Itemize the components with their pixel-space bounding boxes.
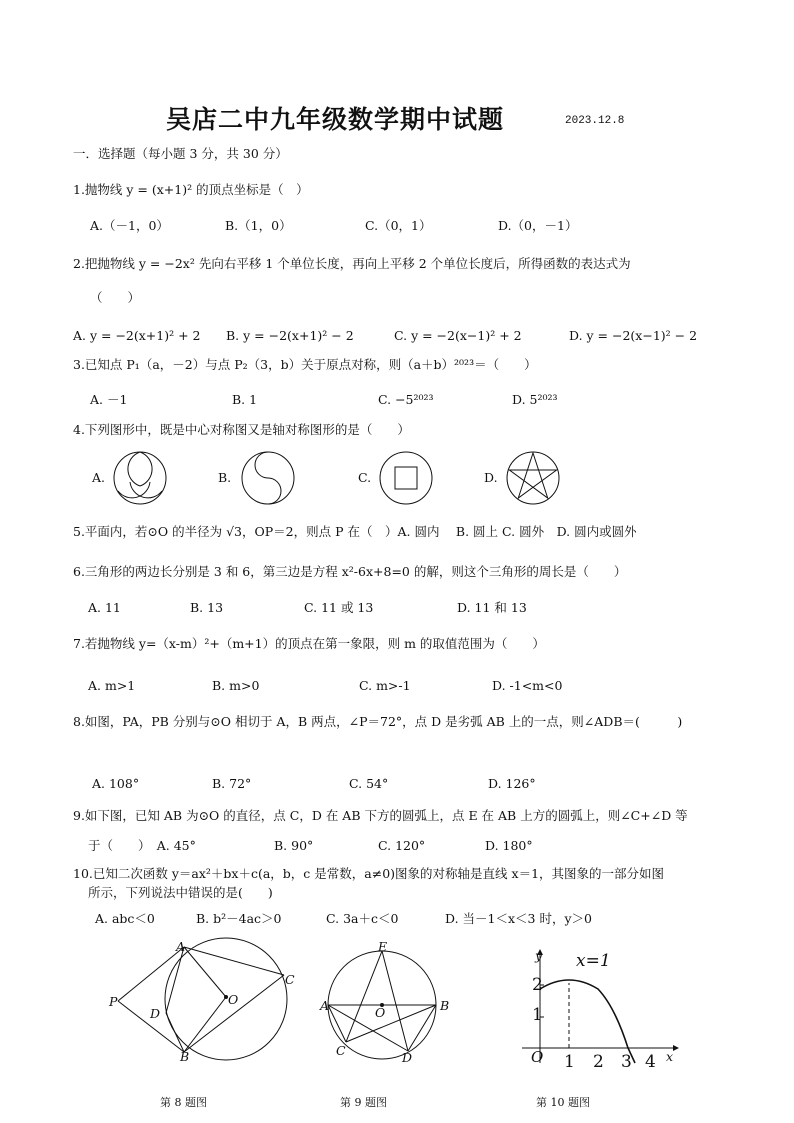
q10-option-d: D. 当－1＜x＜3 时，y＞0 [445, 911, 592, 926]
q6-stem: 6.三角形的两边长分别是 3 和 6，第三边是方程 x²-6x+8=0 的解，则这个三角形的周长是（ ） [73, 564, 627, 579]
q10-option-c: C. 3a＋c＜0 [326, 911, 399, 926]
fig8-label-d: D [150, 1006, 161, 1021]
q1-option-b: B.（1，0） [225, 218, 292, 233]
fig9-label-c: C [336, 1043, 346, 1058]
section-heading: 一．选择题（每小题 3 分，共 30 分） [73, 146, 288, 161]
q1-stem: 1.抛物线 y = (x+1)² 的顶点坐标是（ ） [73, 182, 309, 197]
fig8-label-c: C [285, 972, 295, 987]
q8-option-b: B. 72° [212, 776, 252, 791]
q8-option-a: A. 108° [92, 776, 140, 791]
q2-option-b: B. y = −2(x+1)² − 2 [226, 328, 354, 343]
q4-stem: 4.下列图形中，既是中心对称图又是轴对称图形的是（ ） [73, 422, 410, 437]
fig10-y-tick-1: 1 [532, 1005, 543, 1025]
fig10-y-axis-label: y [535, 948, 543, 963]
q2-stem: 2.把抛物线 y = −2x² 先向右平移 1 个单位长度，再向上平移 2 个单位长度后，所得函数的表达式为 [73, 256, 631, 271]
fig10-x-axis-label: x [666, 1049, 674, 1064]
fig8-label-a: A [176, 939, 186, 954]
q4-option-b: B. [218, 470, 232, 485]
q7-option-d: D. -1<m<0 [492, 678, 563, 693]
q1-option-d: D.（0，－1） [498, 218, 578, 233]
fig10-x-tick-1: 1 [564, 1052, 575, 1072]
q6-option-b: B. 13 [190, 600, 224, 615]
q4-option-a: A. [92, 470, 106, 485]
fig10-y-tick-2: 2 [532, 975, 543, 995]
fig9-label-o: O [375, 1005, 386, 1020]
q3-option-b: B. 1 [232, 392, 258, 407]
q10-stem: 10.已知二次函数 y＝ax²＋bx＋c(a，b，c 是常数，a≠0)图象的对称轴是直线 x＝1，其图象的一部分如图 [73, 866, 665, 881]
fig8-caption: 第 8 题图 [160, 1096, 207, 1109]
q8-figure [100, 935, 300, 1065]
q4-figure-b [240, 450, 296, 506]
q4-figure-d [505, 450, 561, 506]
q3-stem: 3.已知点 P₁（a，－2）与点 P₂（3，b）关于原点对称，则（a＋b）²⁰²³＝（ ） [73, 357, 537, 372]
q3-option-d: D. 5²⁰²³ [512, 392, 558, 407]
fig8-label-b: B [180, 1049, 190, 1064]
fig9-label-e: E [378, 939, 388, 954]
q10-option-b: B. b²－4ac＞0 [196, 911, 282, 926]
q9-stem-line2: 于（ ） A. 45° [88, 838, 196, 853]
q7-stem: 7.若抛物线 y=（x-m）²+（m+1）的顶点在第一象限，则 m 的取值范围为（ ） [73, 636, 545, 651]
q2-option-d: D. y = −2(x−1)² − 2 [569, 328, 698, 343]
fig10-caption: 第 10 题图 [536, 1096, 590, 1109]
q8-stem: 8.如图，PA，PB 分别与⊙O 相切于 A，B 两点，∠P＝72°，点 D 是劣弧 AB 上的一点，则∠ADB＝( ) [73, 714, 683, 729]
q6-option-a: A. 11 [88, 600, 121, 615]
fig8-label-o: O [228, 992, 239, 1007]
q1-option-a: A.（－1，0） [90, 218, 169, 233]
fig10-x-tick-3: 3 [621, 1052, 632, 1072]
q10-option-a: A. abc＜0 [95, 911, 155, 926]
fig10-eq: x=1 [576, 951, 611, 971]
exam-date: 2023.12.8 [565, 115, 625, 127]
fig8-label-p: P [109, 994, 118, 1009]
fig9-caption: 第 9 题图 [340, 1096, 387, 1109]
q9-option-b: B. 90° [274, 838, 314, 853]
page-title: 吴店二中九年级数学期中试题 [166, 105, 505, 134]
q8-option-c: C. 54° [349, 776, 389, 791]
fig10-origin: O [531, 1048, 544, 1066]
q2-option-c: C. y = −2(x−1)² + 2 [394, 328, 522, 343]
q3-option-c: C. −5²⁰²³ [378, 392, 434, 407]
fig9-label-d: D [402, 1050, 413, 1065]
q10-stem-line2: 所示，下列说法中错误的是( ) [88, 885, 273, 900]
fig9-label-a: A [320, 998, 330, 1013]
q4-figure-c [378, 450, 434, 506]
q7-option-c: C. m>-1 [359, 678, 411, 693]
q6-option-c: C. 11 或 13 [304, 600, 374, 615]
q9-option-d: D. 180° [485, 838, 533, 853]
q9-stem: 9.如下图，已知 AB 为⊙O 的直径，点 C，D 在 AB 下方的圆弧上，点 E 在 AB 上方的圆弧上，则∠C+∠D 等 [73, 808, 688, 823]
q8-option-d: D. 126° [488, 776, 536, 791]
q9-option-c: C. 120° [378, 838, 426, 853]
q4-option-c: C. [358, 470, 372, 485]
q6-option-d: D. 11 和 13 [457, 600, 527, 615]
fig10-x-tick-4: 4 [645, 1052, 656, 1072]
q5-stem: 5.平面内，若⊙O 的半径为 √3，OP＝2，则点 P 在（ ）A. 圆内 B. 圆上 C. 圆外 D. 圆内或圆外 [73, 524, 637, 539]
q2-option-a: A. y = −2(x+1)² + 2 [73, 328, 201, 343]
q2-stem-blank: （ ） [90, 290, 141, 305]
q1-option-c: C.（0，1） [365, 218, 432, 233]
q4-option-d: D. [484, 470, 498, 485]
fig10-x-tick-2: 2 [593, 1052, 604, 1072]
fig9-label-b: B [440, 998, 450, 1013]
q3-option-a: A. －1 [90, 392, 128, 407]
q4-figure-a [112, 450, 168, 506]
q7-option-b: B. m>0 [212, 678, 260, 693]
q7-option-a: A. m>1 [88, 678, 136, 693]
